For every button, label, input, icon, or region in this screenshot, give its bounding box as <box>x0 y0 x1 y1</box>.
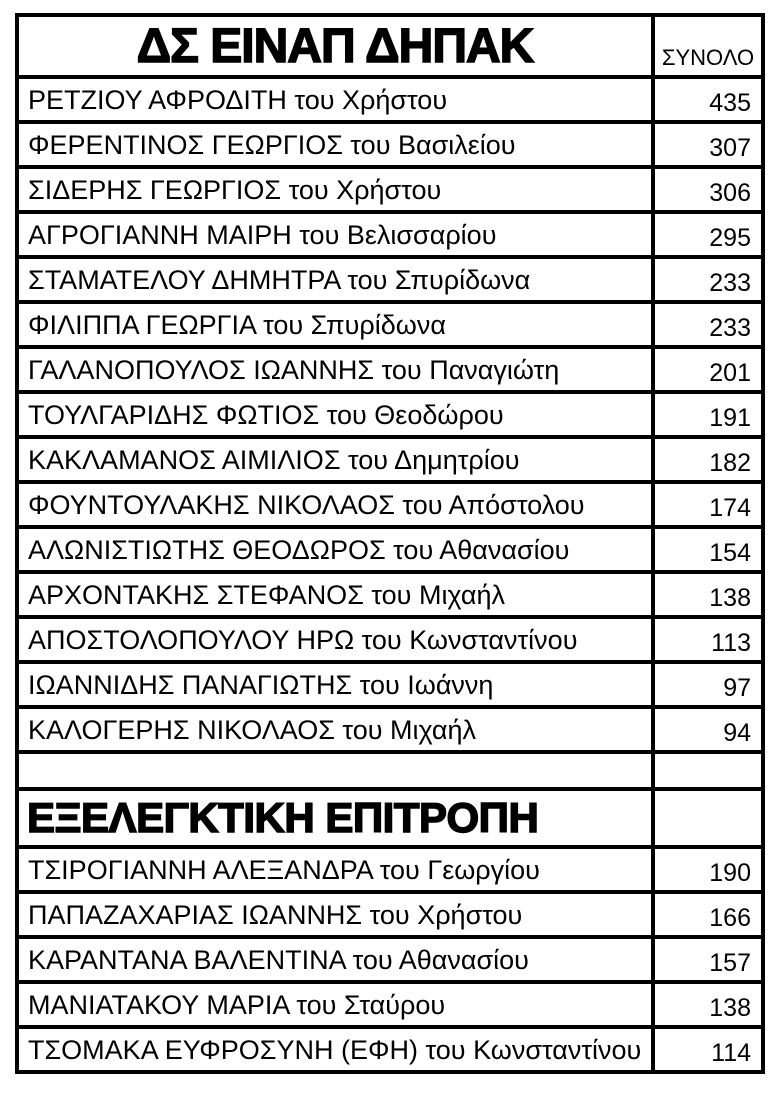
candidate-name: ΤΟΥΛΓΑΡΙΔΗΣ ΦΩΤΙΟΣ του Θεοδώρου <box>17 392 653 437</box>
candidate-name: ΣΤΑΜΑΤΕΛΟΥ ΔΗΜΗΤΡΑ του Σπυρίδωνα <box>17 257 653 302</box>
candidate-name: ΑΛΩΝΙΣΤΙΩΤΗΣ ΘΕΟΔΩΡΟΣ του Αθανασίου <box>17 527 653 572</box>
vote-total: 233 <box>653 257 763 302</box>
candidate-name: ΚΑΚΛΑΜΑΝΟΣ ΑΙΜΙΛΙΟΣ του Δημητρίου <box>17 437 653 482</box>
candidate-name: ΦΟΥΝΤΟΥΛΑΚΗΣ ΝΙΚΟΛΑΟΣ του Απόστολου <box>17 482 653 527</box>
vote-total: 166 <box>653 892 763 937</box>
candidate-name: ΤΣΙΡΟΓΙΑΝΝΗ ΑΛΕΞΑΝΔΡΑ του Γεωργίου <box>17 847 653 892</box>
table-row <box>17 212 763 257</box>
empty-cell <box>653 752 763 789</box>
vote-total: 154 <box>653 527 763 572</box>
vote-total: 201 <box>653 347 763 392</box>
vote-total: 157 <box>653 937 763 982</box>
table-row <box>17 482 763 527</box>
total-column-header: ΣΥΝΟΛΟ <box>653 15 763 77</box>
candidate-name: ΓΑΛΑΝΟΠΟΥΛΟΣ ΙΩΑΝΝΗΣ του Παναγιώτη <box>17 347 653 392</box>
candidate-name: ΚΑΡΑΝΤΑΝΑ ΒΑΛΕΝΤΙΝΑ του Αθανασίου <box>17 937 653 982</box>
board-header-row <box>17 15 763 77</box>
vote-total: 138 <box>653 982 763 1027</box>
vote-total: 174 <box>653 482 763 527</box>
vote-total: 306 <box>653 167 763 212</box>
table-row <box>17 392 763 437</box>
candidate-name: ΙΩΑΝΝΙΔΗΣ ΠΑΝΑΓΙΩΤΗΣ του Ιωάννη <box>17 662 653 707</box>
vote-total: 114 <box>653 1027 763 1072</box>
vote-total: 435 <box>653 77 763 122</box>
table-row <box>17 982 763 1027</box>
table-row <box>17 662 763 707</box>
vote-total: 307 <box>653 122 763 167</box>
candidate-name: ΑΡΧΟΝΤΑΚΗΣ ΣΤΕΦΑΝΟΣ του Μιχαήλ <box>17 572 653 617</box>
vote-total: 182 <box>653 437 763 482</box>
table-row <box>17 617 763 662</box>
table-row <box>17 347 763 392</box>
candidate-name: ΦΕΡΕΝΤΙΝΟΣ ΓΕΩΡΓΙΟΣ του Βασιλείου <box>17 122 653 167</box>
table-row <box>17 1027 763 1072</box>
table-row <box>17 167 763 212</box>
table-row <box>17 707 763 752</box>
candidate-name: ΡΕΤΖΙΟΥ ΑΦΡΟΔΙΤΗ του Χρήστου <box>17 77 653 122</box>
table-row <box>17 302 763 347</box>
candidate-name: ΣΙΔΕΡΗΣ ΓΕΩΡΓΙΟΣ του Χρήστου <box>17 167 653 212</box>
candidate-name: ΜΑΝΙΑΤΑΚΟΥ ΜΑΡΙΑ του Σταύρου <box>17 982 653 1027</box>
table-row <box>17 937 763 982</box>
table-row <box>17 257 763 302</box>
vote-total: 295 <box>653 212 763 257</box>
vote-total: 97 <box>653 662 763 707</box>
candidate-name: ΑΓΡΟΓΙΑΝΝΗ ΜΑΙΡΗ του Βελισσαρίου <box>17 212 653 257</box>
candidate-name: ΦΙΛΙΠΠΑ ΓΕΩΡΓΙΑ του Σπυρίδωνα <box>17 302 653 347</box>
candidate-name: ΤΣΟΜΑΚΑ ΕΥΦΡΟΣΥΝΗ (ΕΦΗ) του Κωνσταντίνου <box>17 1027 653 1072</box>
candidate-name: ΚΑΛΟΓΕΡΗΣ ΝΙΚΟΛΑΟΣ του Μιχαήλ <box>17 707 653 752</box>
vote-total: 94 <box>653 707 763 752</box>
board-title: ΔΣ ΕΙΝΑΠ ΔΗΠΑΚ <box>17 15 653 77</box>
table-row <box>17 892 763 937</box>
table-row <box>17 122 763 167</box>
table-row <box>17 437 763 482</box>
table-row <box>17 527 763 572</box>
candidate-name: ΑΠΟΣΤΟΛΟΠΟΥΛΟΥ ΗΡΩ του Κωνσταντίνου <box>17 617 653 662</box>
candidate-name: ΠΑΠΑΖΑΧΑΡΙΑΣ ΙΩΑΝΝΗΣ του Χρήστου <box>17 892 653 937</box>
vote-total: 113 <box>653 617 763 662</box>
table-row <box>17 847 763 892</box>
table-row <box>17 77 763 122</box>
vote-total: 233 <box>653 302 763 347</box>
table-row <box>17 572 763 617</box>
results-sheet <box>15 13 765 1074</box>
empty-cell <box>17 752 653 789</box>
vote-total: 138 <box>653 572 763 617</box>
spacer-row <box>17 752 763 789</box>
vote-total: 190 <box>653 847 763 892</box>
vote-results-table <box>15 13 765 1074</box>
audit-header-row <box>17 789 763 847</box>
vote-total: 191 <box>653 392 763 437</box>
empty-cell <box>653 789 763 847</box>
audit-title: ΕΞΕΛΕΓΚΤΙΚΗ ΕΠΙΤΡΟΠΗ <box>17 789 653 847</box>
